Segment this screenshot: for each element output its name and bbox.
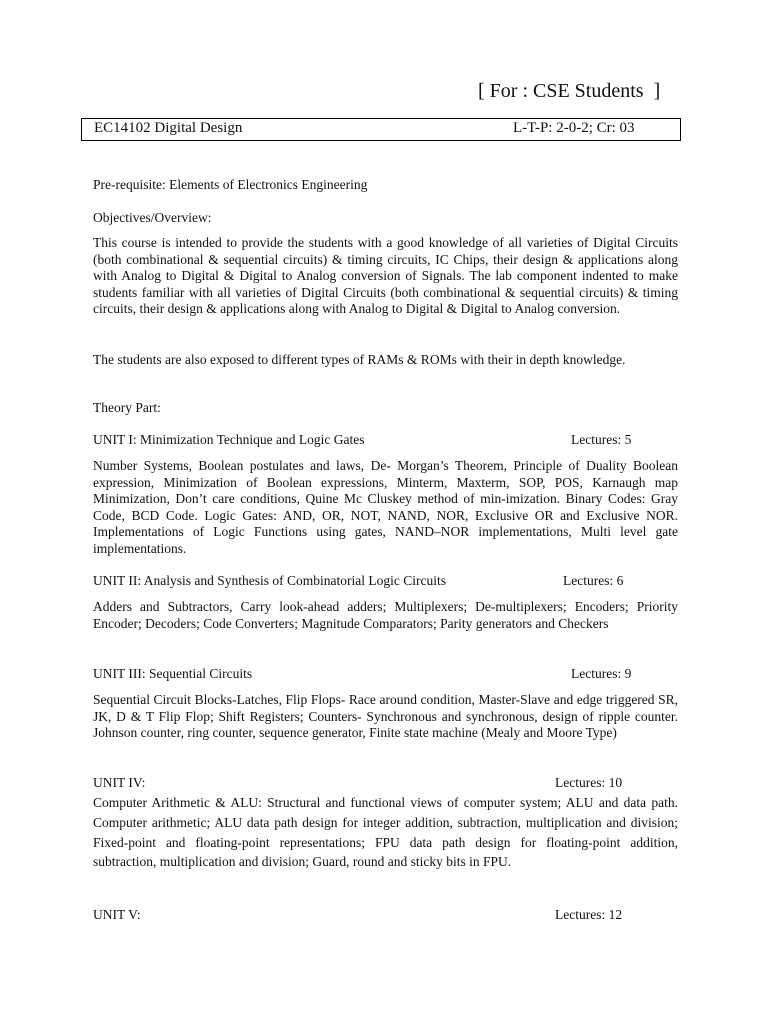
unit-3-title: UNIT III: Sequential Circuits [93,666,253,681]
prerequisite-line: Pre-requisite: Elements of Electronics Engineering [93,177,368,192]
unit-1-lectures: Lectures: 5 [571,432,632,447]
unit-3-lectures: Lectures: 9 [571,666,632,681]
unit-4-lectures: Lectures: 10 [555,775,623,790]
unit-3-header [93,666,678,684]
unit-4-title: UNIT IV: [93,775,146,790]
unit-5-header [93,907,678,925]
course-code-title: EC14102 Digital Design [94,120,243,136]
unit-4-content: Computer Arithmetic & ALU: Structural and functional views of computer system; ALU and data path. Computer arithmetic; ALU data path design for integer addition, subtraction, multiplication and division; Fixed-point and floating-point representations; FPU data path design for floating-point addition, subtraction, multiplication and division; Guard, round and sticky bits in FPU. [93,795,678,870]
unit-5-title: UNIT V: [93,907,141,922]
audience-label: [ For : CSE Students ] [478,80,661,102]
course-header-box [81,118,681,141]
course-ltp-credit: L-T-P: 2-0-2; Cr: 03 [513,120,635,136]
unit-1-header [93,432,678,450]
unit-2-header [93,573,678,591]
unit-1-content: Number Systems, Boolean postulates and laws, De- Morgan’s Theorem, Principle of Duality Boolean expression, Minimization of Boolean expressions, Minterm, Maxterm, SOP, POS, Karnaugh map Minimization, Don’t care conditions, Quine Mc Cluskey method of min-imization. Binary Codes: Gray Code, BCD Code. Logic Gates: AND, OR, NOT, NAND, NOR, Exclusive OR and Exclusive NOR. Implementations of Logic Functions using gates, NAND–NOR implementations, Multi level gate implementations. [93,458,678,556]
unit-1-title: UNIT I: Minimization Technique and Logic Gates [93,432,365,447]
unit-3-content: Sequential Circuit Blocks-Latches, Flip Flops- Race around condition, Master-Slave and edge triggered SR, JK, D & T Flip Flop; Shift Registers; Counters- Synchronous and synchronous, design of ripple counter. Johnson counter, ring counter, sequence generator, Finite state machine (Mealy and Moore Type) [93,692,678,740]
theory-heading: Theory Part: [93,400,161,415]
unit-2-content: Adders and Subtractors, Carry look-ahead adders; Multiplexers; De-multiplexers; Encoders; Priority Encoder; Decoders; Code Converters; Magnitude Comparators; Parity generators and Checkers [93,599,678,631]
unit-5-lectures: Lectures: 12 [555,907,623,922]
objectives-paragraph-2: The students are also exposed to different types of RAMs & ROMs with their in depth knowledge. [93,352,626,367]
unit-2-title: UNIT II: Analysis and Synthesis of Combinatorial Logic Circuits [93,573,446,588]
objectives-paragraph-1: This course is intended to provide the students with a good knowledge of all varieties of Digital Circuits (both combinational & sequential circuits) & timing circuits, IC Chips, their design & applications along with Analog to Digital & Digital to Analog conversion of Signals. The lab component indented to make students familiar with all varieties of Digital Circuits (both combinational & sequential circuits) & timing circuits, their design & applications along with Analog to Digital & Digital to Analog conversion. [93,235,678,316]
objectives-heading: Objectives/Overview: [93,210,212,225]
unit-4-header [93,775,678,793]
unit-2-lectures: Lectures: 6 [563,573,624,588]
